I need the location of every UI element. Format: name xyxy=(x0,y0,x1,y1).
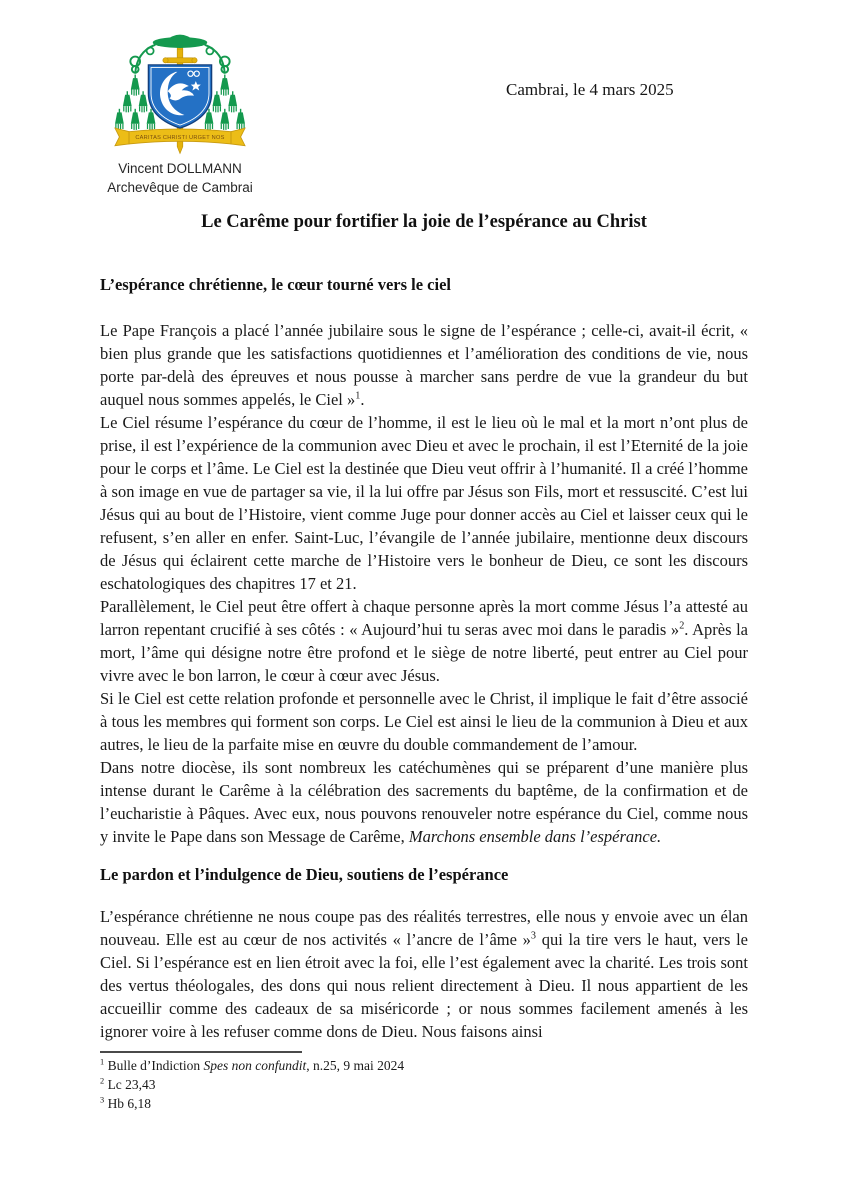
section-pardon-indulgence xyxy=(100,865,748,1043)
footnote-separator xyxy=(100,1051,302,1053)
galero-icon xyxy=(153,35,207,48)
letter-body xyxy=(100,212,748,1113)
paragraph: L’espérance chrétienne ne nous coupe pas des réalités terrestres, elle nous y envoie avec un élan nouveau. Elle est au cœur de nos activités « l’ancre de l’âme »$^3$ qui la tire vers le haut, vers le Ciel. Si l’espérance est en lien étroit avec la foi, elle l’est également avec la charité. Les trois sont des vertus théologales, des dons qui nous relient directement à Dieu. Il nous appartient de les accueillir comme des cadeaux de sa miséricorde ; or nous sommes facilement amenés à les ignorer voire à les refuser comme dons de Dieu. Nous faisons ainsi xyxy=(100,907,748,1041)
section-paragraphs xyxy=(100,905,748,1043)
footnotes xyxy=(100,1056,748,1113)
motto-text: CARITAS CHRISTI URGET NOS xyxy=(135,135,225,142)
paragraph: Si le Ciel est cette relation profonde et personnelle avec le Christ, il implique le fait d’être associé à tous les membres qui forment son corps. Le Ciel est ainsi le lieu de la communion à Dieu et aux autres, le lieu de la parfaite mise en œuvre du double commandement de l’amour. xyxy=(100,689,748,754)
paragraph: Parallèlement, le Ciel peut être offert à chaque personne après la mort comme Jésus l’a attesté au larron repentant crucifié à ses côtés : « Aujourd’hui tu seras avec moi dans le paradis »$^2$. Après la mort, l’âme qui désigne notre être profond et le siège de notre liberté, peut entrer au Ciel pour vivre avec le bon larron, le cœur à cœur avec Jésus. xyxy=(100,597,748,685)
paragraph: Le Pape François a placé l’année jubilaire sous le signe de l’espérance ; celle-ci, avait-il écrit, « bien plus grande que les satisfactions quotidiennes et l’amélioration des conditions de vie, nous porte par-delà des épreuves et nous pousse à marcher sans perdre de vue la grandeur du but auquel nous sommes appelés, le Ciel »$^1$. xyxy=(100,321,748,409)
section-esperance-chretienne xyxy=(100,275,748,848)
signatory-block xyxy=(81,159,279,197)
document-title: Le Carême pour fortifier la joie de l’espérance au Christ xyxy=(201,212,647,232)
footnote: $^2$ Lc 23,43 xyxy=(100,1076,156,1092)
shield-icon xyxy=(148,65,211,128)
footnote-area xyxy=(100,1051,748,1113)
section-heading: L’espérance chrétienne, le cœur tourné vers le ciel xyxy=(100,275,451,294)
coat-of-arms xyxy=(92,28,268,163)
signatory-name: Vincent DOLLMANN xyxy=(118,161,242,176)
paragraph: Le Ciel résume l’espérance du cœur de l’homme, il est le lieu où le mal et la mort n’ont plus de prise, il est l’expérience de la communion avec Dieu et avec le prochain, il est l’Eternité de la joie pour le corps et l’âme. Le Ciel est la destinée que Dieu veut offrir à l’humanité. Il a créé l’homme à son image en vue de partager sa vie, il la lui offre par Jésus son Fils, mort et ressuscité. C’est lui Jésus qui au bout de l’Histoire, vient comme Juge pour donner accès au Ciel et laisser ceux qui le refusent, s’en aller en enfer. Saint-Luc, l’évangile de l’année jubilaire, mentionne deux discours de Jésus qui éclairent cette marche de l’Histoire vers le bonheur de Dieu, ce sont les discours eschatologiques des chapitres 17 et 21. xyxy=(100,413,748,593)
footnote: $^1$ Bulle d’Indiction Spes non confundit, n.25, 9 mai 2024 xyxy=(100,1057,405,1073)
paragraph: Dans notre diocèse, ils sont nombreux les catéchumènes qui se préparent d’une manière plus intense durant le Carême à la célébration des sacrements du baptême, de la confirmation et de l’eucharistie à Pâques. Avec eux, nous pouvons renouveler notre espérance du Ciel, comme nous y invite le Pape dans son Message de Carême, Marchons ensemble dans l’espérance. xyxy=(100,758,748,846)
section-heading: Le pardon et l’indulgence de Dieu, soutiens de l’espérance xyxy=(100,865,509,884)
section-paragraphs xyxy=(100,319,748,848)
signatory-role: Archevêque de Cambrai xyxy=(107,180,253,195)
dateline: Cambrai, le 4 mars 2025 xyxy=(506,80,674,99)
coat-of-arms-graphic xyxy=(92,28,268,158)
footnote: $^3$ Hb 6,18 xyxy=(100,1095,152,1111)
